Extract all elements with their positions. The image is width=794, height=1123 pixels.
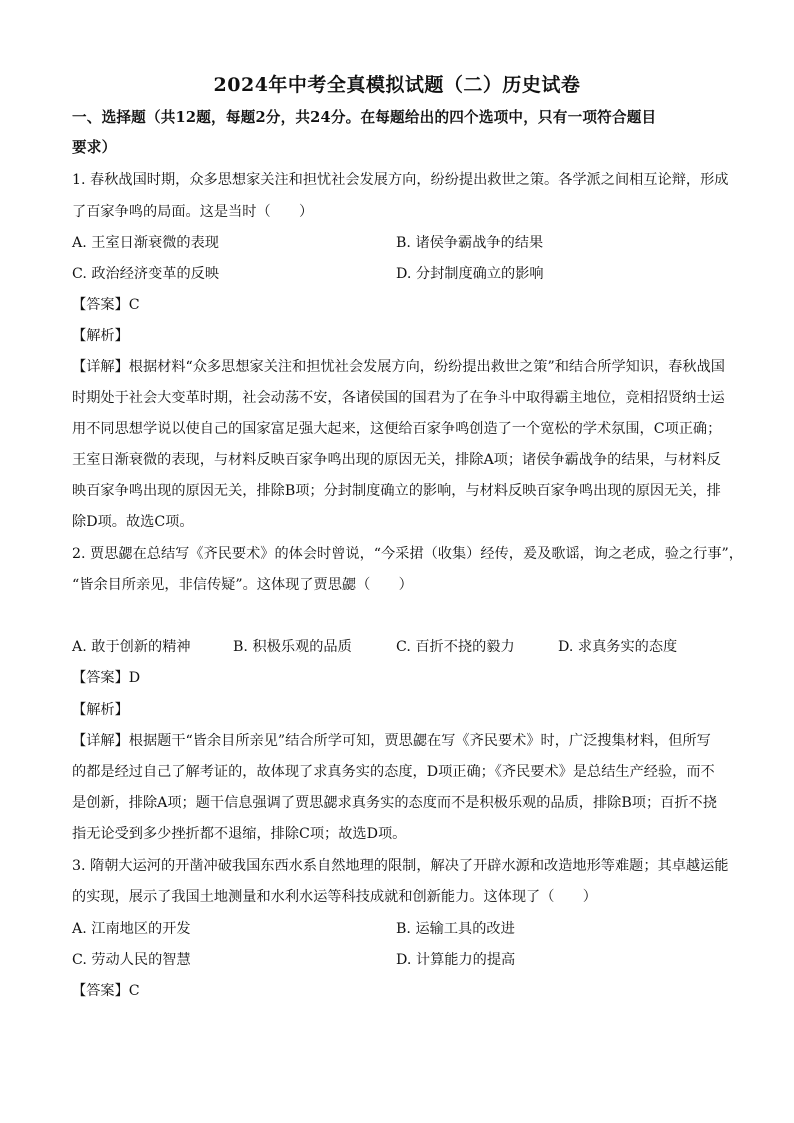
q2-option-d: D. 求真务实的态度 (558, 639, 678, 655)
q3-option-d: D. 计算能力的提高 (396, 952, 516, 968)
q3-answer: 【答案】C (72, 983, 140, 999)
q1-detail-line1: 【详解】根据材料“众多思想家关注和担忧社会发展方向，纷纷提出救世之策”和结合所学知识，春秋战国 (72, 359, 725, 375)
q2-detail-line2: 的都是经过自己了解考证的，故体现了求真务实的态度，D项正确；《齐民要术》是总结生产经验，而不 (72, 764, 715, 780)
q1-option-c: C. 政治经济变革的反映 (72, 266, 220, 282)
q1-option-d: D. 分封制度确立的影响 (396, 266, 544, 282)
q2-option-b: B. 积极乐观的品质 (233, 639, 352, 655)
q1-detail-line2: 时期处于社会大变革时期，社会动荡不安，各诸侯国的国君为了在争斗中取得霸主地位，竞相招贤纳士运 (72, 390, 725, 406)
q2-stem-line1: 2. 贾思勰在总结写《齐民要术》的体会时曾说，“今采捃（收集）经传，爰及歌谣，询之老成，验之行事”， (72, 546, 743, 562)
q3-option-b: B. 运输工具的改进 (396, 921, 515, 937)
q1-option-b: B. 诸侯争霸战争的结果 (396, 235, 544, 251)
q1-detail-line4: 王室日渐衰微的表现，与材料反映百家争鸣出现的原因无关，排除A项；诸侯争霸战争的结果，与材料反 (72, 452, 721, 468)
q1-option-a: A. 王室日渐衰微的表现 (72, 235, 219, 251)
q1-detail-line6: 除D项。故选C项。 (72, 514, 194, 530)
q3-option-c: C. 劳动人民的智慧 (72, 952, 191, 968)
q2-detail-line4: 指无论受到多少挫折都不退缩，排除C项；故选D项。 (72, 826, 407, 842)
section-heading-line2: 要求） (72, 139, 117, 156)
q1-detail-line5: 映百家争鸣出现的原因无关，排除B项；分封制度确立的影响，与材料反映百家争鸣出现的原因无关，排 (72, 483, 721, 499)
q3-option-a: A. 江南地区的开发 (72, 921, 191, 937)
q2-detail-line3: 是创新，排除A项；题干信息强调了贾思勰求真务实的态度而不是积极乐观的品质，排除B项；百折不挠 (72, 795, 717, 811)
q2-option-a: A. 敢于创新的精神 (72, 639, 191, 655)
q3-stem-line2: 的实现，展示了我国土地测量和水利水运等科技成就和创新能力。这体现了（ ） (72, 889, 597, 905)
q2-answer: 【答案】D (72, 670, 141, 686)
q2-stem-line2: “皆余目所亲见，非信传疑”。这体现了贾思勰（ ） (72, 577, 413, 593)
q3-stem-line1: 3. 隋朝大运河的开凿冲破我国东西水系自然地理的限制，解决了开辟水源和改造地形等难题；其卓越运能 (72, 858, 729, 874)
q2-detail-line1: 【详解】根据题干“皆余目所亲见”结合所学可知，贾思勰在写《齐民要术》时，广泛搜集材料，但所写 (72, 733, 711, 749)
q1-answer: 【答案】C (72, 297, 140, 313)
q2-option-c: C. 百折不挠的毅力 (396, 639, 515, 655)
q1-stem-line2: 了百家争鸣的局面。这是当时（ ） (72, 204, 314, 220)
exam-title: 2024年中考全真模拟试题（二）历史试卷 (213, 74, 581, 96)
section-heading-line1: 一、选择题（共12题，每题2分，共24分。在每题给出的四个选项中，只有一项符合题目 (72, 109, 657, 126)
q2-analysis-label: 【解析】 (72, 702, 129, 718)
q1-detail-line3: 用不同思想学说以使自己的国家富足强大起来，这便给百家争鸣创造了一个宽松的学术氛围，C项正确； (72, 421, 722, 437)
q1-stem-line1: 1. 春秋战国时期，众多思想家关注和担忧社会发展方向，纷纷提出救世之策。各学派之间相互论辩，形成 (72, 172, 729, 188)
q1-analysis-label: 【解析】 (72, 328, 129, 344)
